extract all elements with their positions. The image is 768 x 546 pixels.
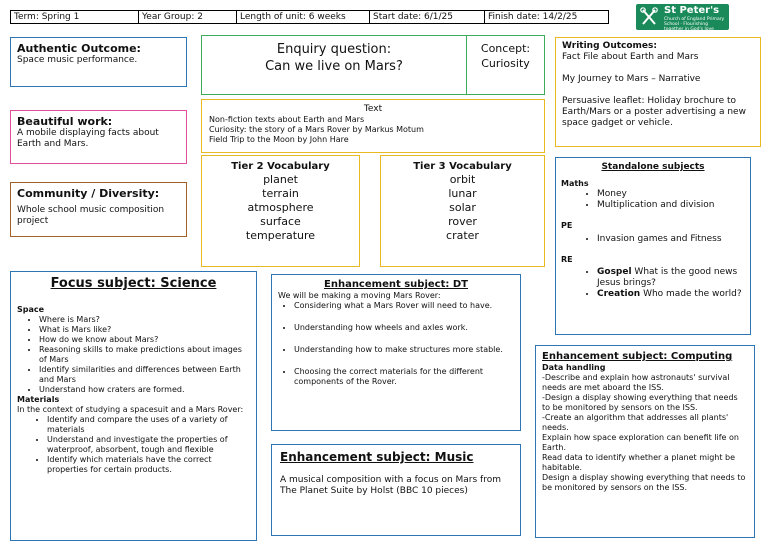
logo-name: St Peter's xyxy=(664,5,720,16)
music-text: A musical composition with a focus on Mars from The Planet Suite by Holst (BBC 10 pieces) xyxy=(280,475,501,496)
authentic-outcome-title: Authentic Outcome: xyxy=(17,42,141,55)
re-item xyxy=(597,267,745,289)
space-label: Space xyxy=(17,305,45,314)
header-term: Term: Spring 1 xyxy=(10,10,139,24)
beautiful-work-text: A mobile displaying facts about Earth and Mars. xyxy=(17,128,159,149)
dt-item: • Understanding how to make structures more stable. xyxy=(294,345,514,355)
space-item: • Reasoning skills to make predictions about images of Mars xyxy=(39,345,250,365)
tier2-word: atmosphere xyxy=(247,201,314,214)
computing-title: Enhancement subject: Computing xyxy=(542,351,733,362)
pe-label: PE xyxy=(561,221,573,230)
header-length: Length of unit: 6 weeks xyxy=(237,10,370,24)
computing-line: -Create an algorithm that addresses all plants' needs. xyxy=(542,413,729,432)
header-finish-date: Finish date: 14/2/25 xyxy=(485,10,609,24)
tier3-word: lunar xyxy=(448,187,477,200)
text-item-1: Non-fiction texts about Earth and Mars xyxy=(209,115,365,124)
concept-value: Curiosity xyxy=(481,57,530,70)
text-item-3: Field Trip to the Moon by John Hare xyxy=(209,135,349,144)
dt-item: • Understanding how wheels and axles work. xyxy=(294,323,514,333)
science-box xyxy=(10,271,257,541)
maths-item: • Multiplication and division xyxy=(597,200,745,211)
tier3-word: solar xyxy=(449,201,476,214)
materials-label: Materials xyxy=(17,395,60,404)
tier2-word: terrain xyxy=(262,187,299,200)
tier2-word: surface xyxy=(260,215,301,228)
dt-item: • Choosing the correct materials for the different components of the Rover. xyxy=(294,367,514,387)
science-title: Focus subject: Science xyxy=(50,276,217,291)
authentic-outcome-text: Space music performance. xyxy=(17,55,138,65)
dt-item: • Considering what a Mars Rover will need to have. xyxy=(294,301,514,311)
community-text: Whole school music composition project xyxy=(17,205,165,226)
tier2-word: temperature xyxy=(245,229,316,242)
writing-outcome-1: Fact File about Earth and Mars xyxy=(562,52,699,62)
community-box xyxy=(10,182,187,237)
logo-subtitle: Church of England Primary School · Flourishing together in God's love xyxy=(664,17,725,32)
standalone-subjects-box xyxy=(555,157,751,335)
enquiry-box xyxy=(201,35,545,95)
pe-item: • Invasion games and Fitness xyxy=(597,234,745,245)
space-item: • Identify similarities and differences between Earth and Mars xyxy=(39,365,250,385)
texts-box xyxy=(201,99,545,153)
beautiful-work-box xyxy=(10,110,187,164)
dt-intro: We will be making a moving Mars Rover: xyxy=(278,291,441,300)
computing-line: -Design a display showing everything that needs to be monitored by sensors on the ISS. xyxy=(542,393,738,412)
enquiry-question: Can we live on Mars? xyxy=(265,59,403,74)
tier3-word: crater xyxy=(446,229,479,242)
dt-box xyxy=(271,274,521,431)
school-logo xyxy=(636,4,729,30)
tier2-title: Tier 2 Vocabulary xyxy=(231,161,330,172)
materials-item: • Understand and investigate the properties of waterproof, absorbent, tough and flexible xyxy=(47,435,250,455)
computing-box xyxy=(535,345,755,538)
music-box xyxy=(271,444,521,536)
beautiful-work-title: Beautiful work: xyxy=(17,115,113,128)
space-item: • Understand how craters are formed. xyxy=(39,385,250,395)
enquiry-cell xyxy=(202,36,467,94)
concept-cell xyxy=(467,36,544,94)
concept-label: Concept: xyxy=(480,42,531,55)
re-item-bold: Gospel xyxy=(597,267,632,277)
re-label: RE xyxy=(561,255,573,264)
computing-line: Explain how space exploration can benefit life on Earth. xyxy=(542,433,739,452)
maths-item: • Money xyxy=(597,189,745,200)
computing-line: Design a display showing everything that needs to be monitored by sensors on the ISS. xyxy=(542,473,746,492)
music-title: Enhancement subject: Music xyxy=(280,450,474,464)
crossed-keys-icon xyxy=(640,7,658,27)
computing-subtitle: Data handling xyxy=(542,363,606,372)
space-item: • How do we know about Mars? xyxy=(39,335,250,345)
tier2-vocabulary-box xyxy=(201,155,360,267)
re-item xyxy=(597,289,745,300)
maths-label: Maths xyxy=(561,179,589,188)
dt-title: Enhancement subject: DT xyxy=(324,279,468,290)
community-title: Community / Diversity: xyxy=(17,187,160,200)
texts-title: Text xyxy=(363,104,383,114)
writing-outcomes-title: Writing Outcomes: xyxy=(562,41,657,51)
materials-item: • Identify which materials have the correct properties for certain products. xyxy=(47,455,250,475)
re-item-text: Who made the world? xyxy=(640,289,742,299)
computing-line: Read data to identify whether a planet might be habitable. xyxy=(542,453,736,472)
space-item: • Where is Mars? xyxy=(39,315,250,325)
tier3-word: rover xyxy=(448,215,477,228)
tier3-vocabulary-box xyxy=(380,155,545,267)
re-item-bold: Creation xyxy=(597,289,641,299)
tier3-title: Tier 3 Vocabulary xyxy=(413,161,512,172)
materials-intro: In the context of studying a spacesuit and a Mars Rover: xyxy=(17,405,244,414)
re-item-text: What is the good news Jesus brings? xyxy=(597,267,738,288)
tier3-word: orbit xyxy=(449,173,476,186)
computing-line: -Describe and explain how astronauts' survival needs are met aboard the ISS. xyxy=(542,373,730,392)
tier2-word: planet xyxy=(263,173,298,186)
writing-outcomes-box xyxy=(555,37,761,147)
space-item: • What is Mars like? xyxy=(39,325,250,335)
enquiry-label: Enquiry question: xyxy=(276,42,392,57)
materials-item: • Identify and compare the uses of a variety of materials xyxy=(47,415,250,435)
authentic-outcome-box xyxy=(10,37,187,87)
header-year-group: Year Group: 2 xyxy=(139,10,237,24)
writing-outcome-2: My Journey to Mars – Narrative xyxy=(562,74,701,84)
writing-outcome-3: Persuasive leaflet: Holiday brochure to Earth/Mars or a poster advertising a new space gadget or vehicle. xyxy=(562,96,746,128)
header-start-date: Start date: 6/1/25 xyxy=(370,10,485,24)
text-item-2: Curiosity: the story of a Mars Rover by Markus Motum xyxy=(209,125,424,134)
standalone-title: Standalone subjects xyxy=(601,162,705,172)
